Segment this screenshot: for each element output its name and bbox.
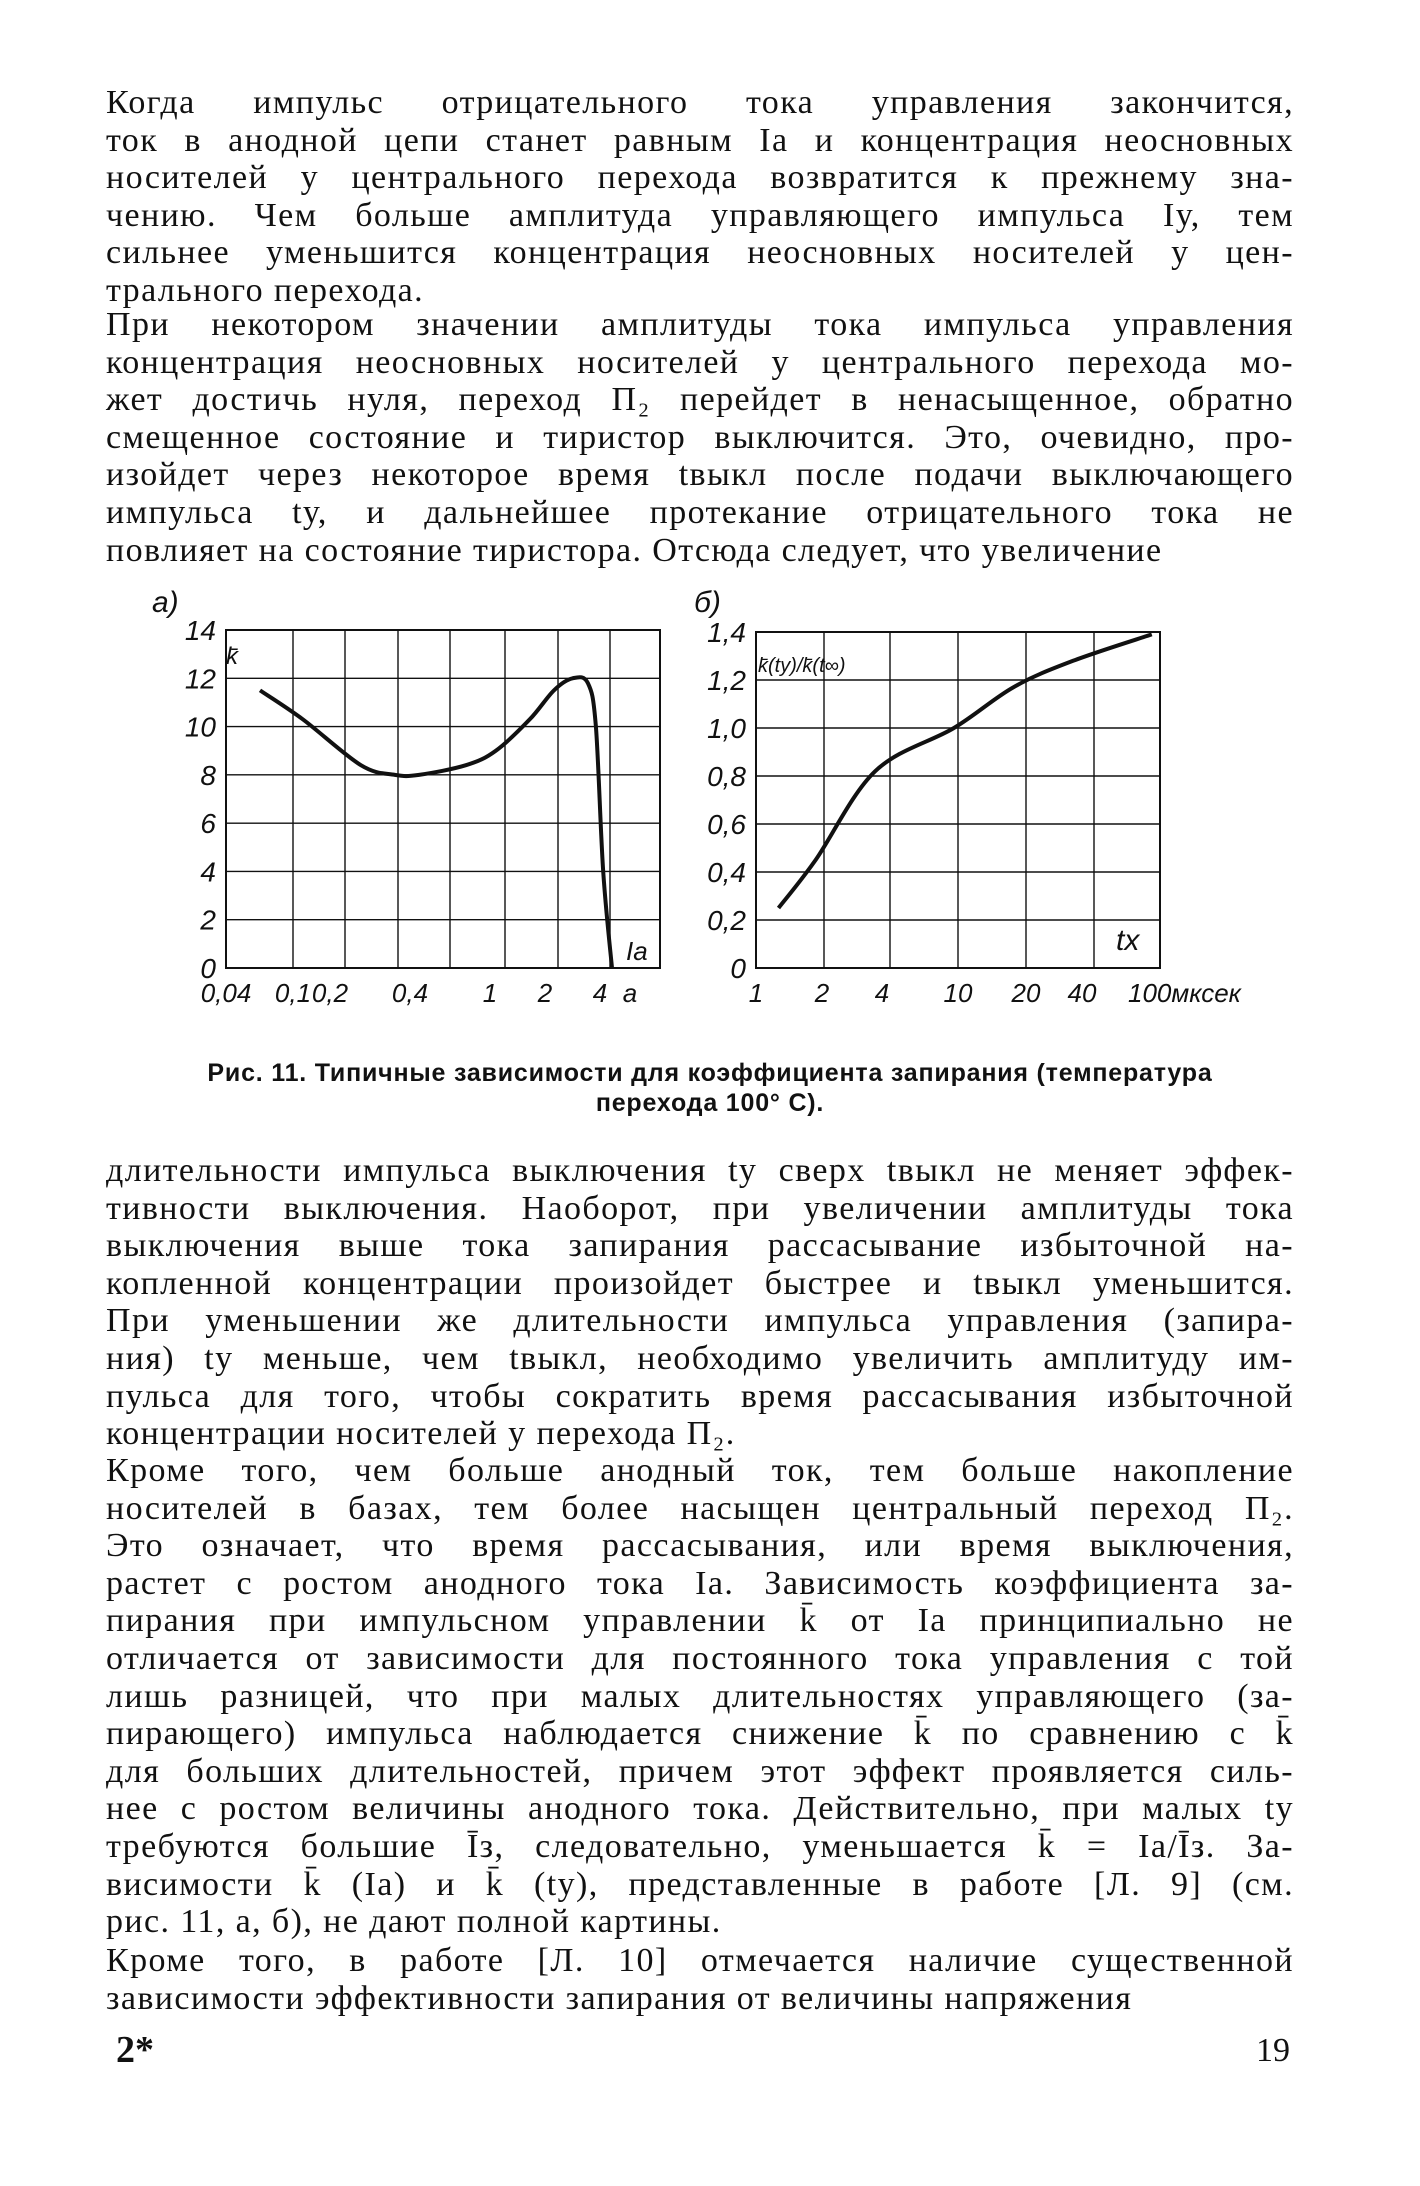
- x-tick-label: 100мксек: [1128, 978, 1241, 1008]
- text-line: При уменьшении же длительности импульса управления (запира-: [106, 1302, 1294, 1340]
- y-tick-label: 14: [184, 615, 216, 646]
- text-line: носителей в базах, тем более насыщен центральный переход П₂.: [106, 1489, 1294, 1527]
- x-tick-label: 4: [874, 978, 890, 1008]
- y-tick-label: 2: [200, 904, 216, 936]
- y-tick-label: 1,0: [707, 713, 746, 744]
- figure-caption: [150, 1058, 1270, 1118]
- text-line: копленной концентрации произойдет быстрее и tвыкл уменьшится.: [106, 1264, 1294, 1302]
- page-number: 19: [1256, 2032, 1290, 2069]
- chart-b: [694, 586, 1243, 1008]
- text-line: ния) tу меньше, чем tвыкл, необходимо увеличить амплитуду им-: [106, 1339, 1294, 1377]
- text-line: носителей у центрального перехода возвратится к прежнему зна-: [106, 159, 1294, 197]
- chart-a-grid: [226, 630, 660, 968]
- text-line: Кроме того, чем больше анодный ток, тем больше накопление: [106, 1452, 1294, 1489]
- y-tick-label: 1,2: [707, 665, 746, 696]
- text-line: растет с ростом анодного тока Iа. Зависимость коэффициента за-: [106, 1564, 1294, 1602]
- y-tick-label: 0,2: [707, 905, 746, 936]
- y-tick-label: 8: [200, 759, 216, 791]
- chart-a: [152, 586, 660, 1008]
- caption-line-1: Рис. 11. Типичные зависимости для коэффициента запирания (температура: [207, 1059, 1213, 1087]
- chart-a-curve-label: k̄: [226, 643, 238, 670]
- text-line: лишь разницей, что при малых длительностях управляющего (за-: [106, 1677, 1294, 1715]
- y-tick-label: 0,4: [707, 857, 746, 888]
- x-tick-label: 1: [482, 978, 498, 1008]
- x-tick-label: 2: [814, 978, 830, 1008]
- x-tick-label: 10: [943, 978, 973, 1008]
- text-line: смещенное состояние и тиристор выключится. Это, очевидно, про-: [106, 418, 1294, 456]
- chart-a-panel-label: а): [152, 586, 179, 619]
- text-line: висимости k̄ (Iа) и k̄ (tу), представленные в работе [Л. 9] (см.: [106, 1865, 1294, 1903]
- text-line: концентрации носителей у перехода П₂.: [106, 1415, 736, 1453]
- x-tick-label: 4: [592, 978, 608, 1008]
- paragraph-3: [106, 1152, 1294, 1453]
- x-tick-label: 1: [748, 978, 764, 1008]
- text-line: требуются большие Īз, следовательно, уменьшается k̄ = Iа/Īз. За-: [106, 1827, 1294, 1865]
- text-line: трального перехода.: [106, 271, 425, 309]
- text-line: концентрация неосновных носителей у центрального перехода мо-: [106, 343, 1294, 381]
- text-line: ток в анодной цепи станет равным Iа и концентрация неосновных: [106, 121, 1294, 159]
- y-tick-label: 1,4: [707, 617, 746, 648]
- text-line: для больших длительностей, причем этот эффект проявляется силь-: [106, 1752, 1294, 1790]
- text-line: повлияет на состояние тиристора. Отсюда следует, что увеличение: [106, 531, 1163, 569]
- chart-b-curve-label: k̄(tу)/k̄(t∞): [758, 655, 846, 677]
- chart-b-grid: [756, 632, 1160, 968]
- text-line: отличается от зависимости для постоянного тока управления с той: [106, 1639, 1294, 1677]
- x-tick-label: 0,2: [311, 978, 349, 1008]
- y-tick-label: 0: [200, 953, 216, 984]
- chart-a-x-axis-label: Iа: [626, 936, 648, 966]
- text-line: тивности выключения. Наоборот, при увеличении амплитуды тока: [106, 1189, 1294, 1227]
- x-tick-label: а: [622, 978, 638, 1008]
- paragraph-4: [106, 1452, 1294, 1941]
- y-tick-label: 0,6: [707, 809, 746, 840]
- y-tick-label: 0: [730, 953, 746, 984]
- text-line: рис. 11, а, б), не дают полной картины.: [106, 1903, 722, 1941]
- text-line: импульса tу, и дальнейшее протекание отрицательного тока не: [106, 493, 1294, 531]
- text-line: пирания при импульсном управлении k̄ от Iа принципиально не: [106, 1602, 1294, 1640]
- text-line: Кроме того, в работе [Л. 10] отмечается наличие существенной: [106, 1942, 1294, 1979]
- text-line: Это означает, что время рассасывания, или время выключения,: [106, 1527, 1294, 1565]
- text-line: чению. Чем больше амплитуда управляющего импульса Iу, тем: [106, 196, 1294, 234]
- text-line: изойдет через некоторое время tвыкл после подачи выключающего: [106, 456, 1294, 494]
- y-tick-label: 6: [200, 808, 216, 840]
- text-line: сильнее уменьшится концентрация неосновных носителей у цен-: [106, 234, 1294, 272]
- y-tick-label: 12: [184, 663, 216, 695]
- x-tick-label: 40: [1067, 978, 1097, 1008]
- y-tick-label: 0,8: [707, 761, 746, 792]
- x-tick-label: 2: [537, 978, 553, 1008]
- text-line: При некотором значении амплитуды тока импульса управления: [106, 306, 1294, 343]
- text-line: длительности импульса выключения tу сверх tвыкл не меняет эффек-: [106, 1152, 1294, 1189]
- paragraph-5: [106, 1942, 1294, 2017]
- text-line: жет достичь нуля, переход П₂ перейдет в ненасыщенное, обратно: [106, 381, 1294, 419]
- x-tick-label: 20: [1011, 978, 1041, 1008]
- x-tick-label: 0,1: [274, 978, 312, 1008]
- plot-frame: [226, 630, 660, 968]
- y-tick-label: 10: [184, 711, 216, 743]
- signature-mark: 2*: [116, 2029, 154, 2071]
- chart-b-panel-label: б): [694, 586, 721, 619]
- text-line: пульса для того, чтобы сократить время рассасывания избыточной: [106, 1377, 1294, 1415]
- text-line: зависимости эффективности запирания от величины напряжения: [106, 1979, 1133, 2017]
- chart-b-x-axis-label: tх: [1116, 924, 1140, 957]
- text-line: Когда импульс отрицательного тока управления закончится,: [106, 84, 1294, 121]
- x-tick-label: 0,04: [200, 978, 252, 1008]
- text-line: нее с ростом величины анодного тока. Действительно, при малых tу: [106, 1790, 1294, 1828]
- caption-line-2: перехода 100° С).: [595, 1089, 825, 1117]
- text-line: пирающего) импульса наблюдается снижение k̄ по сравнению с k̄: [106, 1715, 1294, 1753]
- y-tick-label: 4: [200, 856, 216, 888]
- x-tick-label: 0,4: [391, 978, 429, 1008]
- text-line: выключения выше тока запирания рассасывание избыточной на-: [106, 1227, 1294, 1265]
